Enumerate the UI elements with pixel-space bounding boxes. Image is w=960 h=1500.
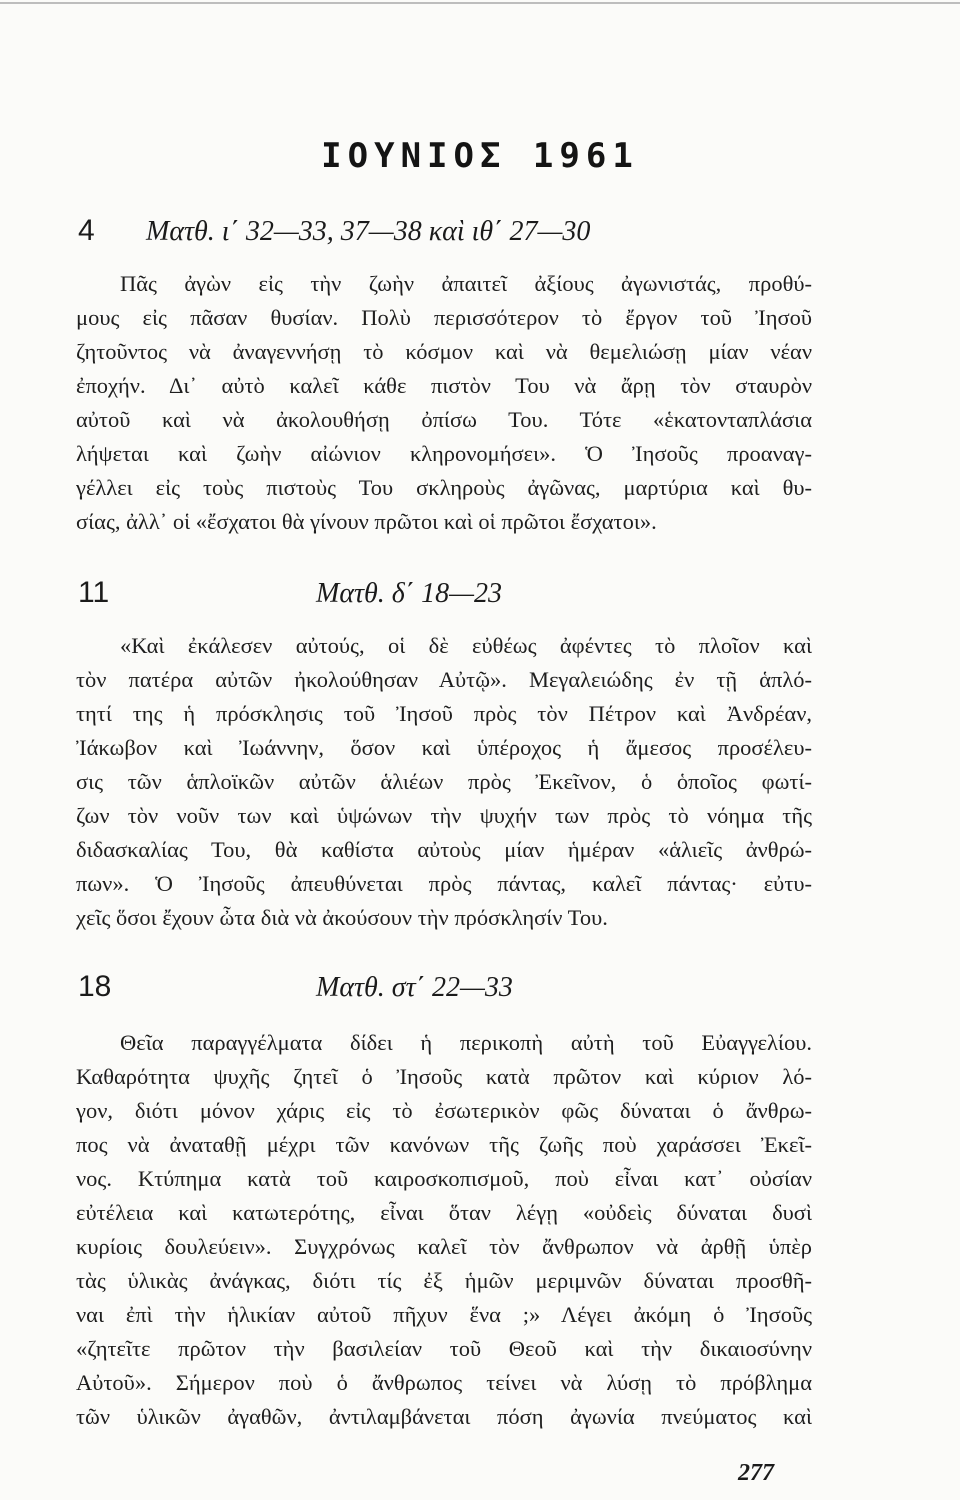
entry-paragraph: [76, 267, 812, 539]
scripture-reference: Ματθ. στ΄ 22—33: [316, 972, 513, 1003]
text-line: Θεῖα παραγγέλματα δίδει ἡ περικοπὴ αὐτὴ τοῦ Εὐαγγελίου.: [120, 1030, 812, 1055]
text-line: ἐποχήν. Δι᾽ αὐτὸ καλεῖ κάθε πιστὸν Του νὰ ἄρῃ τὸν σταυρὸν: [76, 373, 812, 398]
text-line: τῶν ὑλικῶν ἀγαθῶν, ἀντιλαμβάνεται πόση ἀγωνία πνεύματος καὶ: [76, 1404, 812, 1429]
text-line: Καθαρότητα ψυχῆς ζητεῖ ὁ Ἰησοῦς κατὰ πρῶτον καὶ κύριον λό-: [76, 1064, 812, 1089]
text-line: νος. Κτύπημα κατὰ τοῦ καιροσκοπισμοῦ, ποὺ εἶναι κατ᾽ οὐσίαν: [76, 1166, 812, 1191]
text-line: Πᾶς ἀγὼν εἰς τὴν ζωὴν ἀπαιτεῖ ἀξίους ἀγωνιστάς, προθύ-: [120, 271, 812, 296]
scripture-reference: Ματθ. ι΄ 32—33, 37—38 καὶ ιθ΄ 27—30: [146, 216, 591, 247]
entry-paragraph: [76, 1026, 812, 1434]
text-line: πος νὰ ἀναταθῇ μέχρι τῶν κανόνων τῆς ζωῆς ποὺ χαράσσει Ἐκεῖ-: [76, 1132, 812, 1157]
text-line: κυρίοις δουλεύειν». Συγχρόνως καλεῖ τὸν ἄνθρωπον νὰ ἀρθῇ ὑπὲρ: [76, 1234, 812, 1259]
text-line: ναι ἐπὶ τὴν ἡλικίαν αὐτοῦ πῆχυν ἕνα ;» Λέγει ἀκόμη ὁ Ἰησοῦς: [76, 1302, 812, 1327]
text-line: τὸν πατέρα αὐτῶν ἠκολούθησαν Αὐτῷ». Μεγαλειώδης ἐν τῇ ἁπλό-: [76, 667, 812, 692]
entry-day: 18: [78, 970, 112, 1003]
text-line: «ζητεῖτε πρῶτον τὴν βασιλείαν τοῦ Θεοῦ καὶ τὴν δικαιοσύνην: [76, 1336, 812, 1361]
text-line: εὐτέλεια καὶ κατωτερότης, εἶναι ὅταν λέγῃ «οὐδεὶς δύναται δυσὶ: [76, 1200, 812, 1225]
text-line: τὰς ὑλικὰς ἀνάγκας, διότι τίς ἐξ ἡμῶν μεριμνῶν δύναται προσθῆ-: [76, 1268, 812, 1293]
text-line: ζων τὸν νοῦν των καὶ ὑψώνων τὴν ψυχήν των πρὸς τὸ νόημα τῆς: [76, 803, 812, 828]
top-rule: [0, 2, 960, 4]
text-line: τητί της ἡ πρόσκλησις τοῦ Ἰησοῦ πρὸς τὸν Πέτρον καὶ Ἀνδρέαν,: [76, 701, 812, 726]
entry-heading: [78, 214, 878, 254]
text-line: λήψεται καὶ ζωὴν αἰώνιον κληρονομήσει». Ὁ Ἰησοῦς προαναγ-: [76, 441, 812, 466]
text-line: σις τῶν ἁπλοϊκῶν αὐτῶν ἁλιέων πρὸς Ἐκεῖνον, ὁ ὁποῖος φωτί-: [76, 769, 812, 794]
text-line: σίας, ἀλλ᾽ οἱ «ἔσχατοι θὰ γίνουν πρῶτοι καὶ οἱ πρῶτοι ἔσχατοι».: [76, 509, 657, 534]
page-number: 277: [738, 1460, 774, 1486]
text-line: πων». Ὁ Ἰησοῦς ἀπευθύνεται πρὸς πάντας, καλεῖ πάντας· εὐτυ-: [76, 871, 812, 896]
text-line: γον, διότι μόνον χάρις εἰς τὸ ἐσωτερικὸν φῶς δύναται ὁ ἄνθρω-: [76, 1098, 812, 1123]
text-line: ζητοῦντος νὰ ἀναγεννήσῃ τὸ κόσμον καὶ νὰ θεμελιώσῃ μίαν νέαν: [76, 339, 812, 364]
text-line: «Καὶ ἐκάλεσεν αὐτούς, οἱ δὲ εὐθέως ἀφέντες τὸ πλοῖον καὶ: [120, 633, 812, 658]
entry-day: 11: [78, 576, 110, 609]
entry-heading: [78, 970, 878, 1010]
text-line: γέλλει εἰς τοὺς πιστοὺς Του σκληροὺς ἀγῶνας, μαρτύρια καὶ θυ-: [76, 475, 812, 500]
entry-day: 4: [78, 214, 95, 247]
text-line: χεῖς ὅσοι ἔχουν ὦτα διὰ νὰ ἀκούσουν τὴν πρόσκλησίν Του.: [76, 905, 608, 930]
text-line: Αὐτοῦ». Σήμερον ποὺ ὁ ἄνθρωπος τείνει νὰ λύσῃ τὸ πρόβλημα: [76, 1370, 812, 1395]
entry-heading: [78, 576, 878, 616]
text-line: μους εἰς πᾶσαν θυσίαν. Πολὺ περισσότερον τὸ ἔργον τοῦ Ἰησοῦ: [76, 305, 812, 330]
text-line: διδασκαλίας Του, θὰ καθίστα αὐτοὺς μίαν ἡμέραν «ἁλιεῖς ἀνθρώ-: [76, 837, 812, 862]
scripture-reference: Ματθ. δ΄ 18—23: [316, 578, 503, 609]
page-title: ΙΟΥΝΙΟΣ 1961: [321, 136, 639, 176]
text-line: αὐτοῦ καὶ νὰ ἀκολουθήσῃ ὀπίσω Του. Τότε «ἑκατονταπλάσια: [76, 407, 812, 432]
entry-paragraph: [76, 629, 812, 935]
text-line: Ἰάκωβον καὶ Ἰωάννην, ὅσον καὶ ὑπέροχος ἡ ἄμεσος προσέλευ-: [76, 735, 812, 760]
